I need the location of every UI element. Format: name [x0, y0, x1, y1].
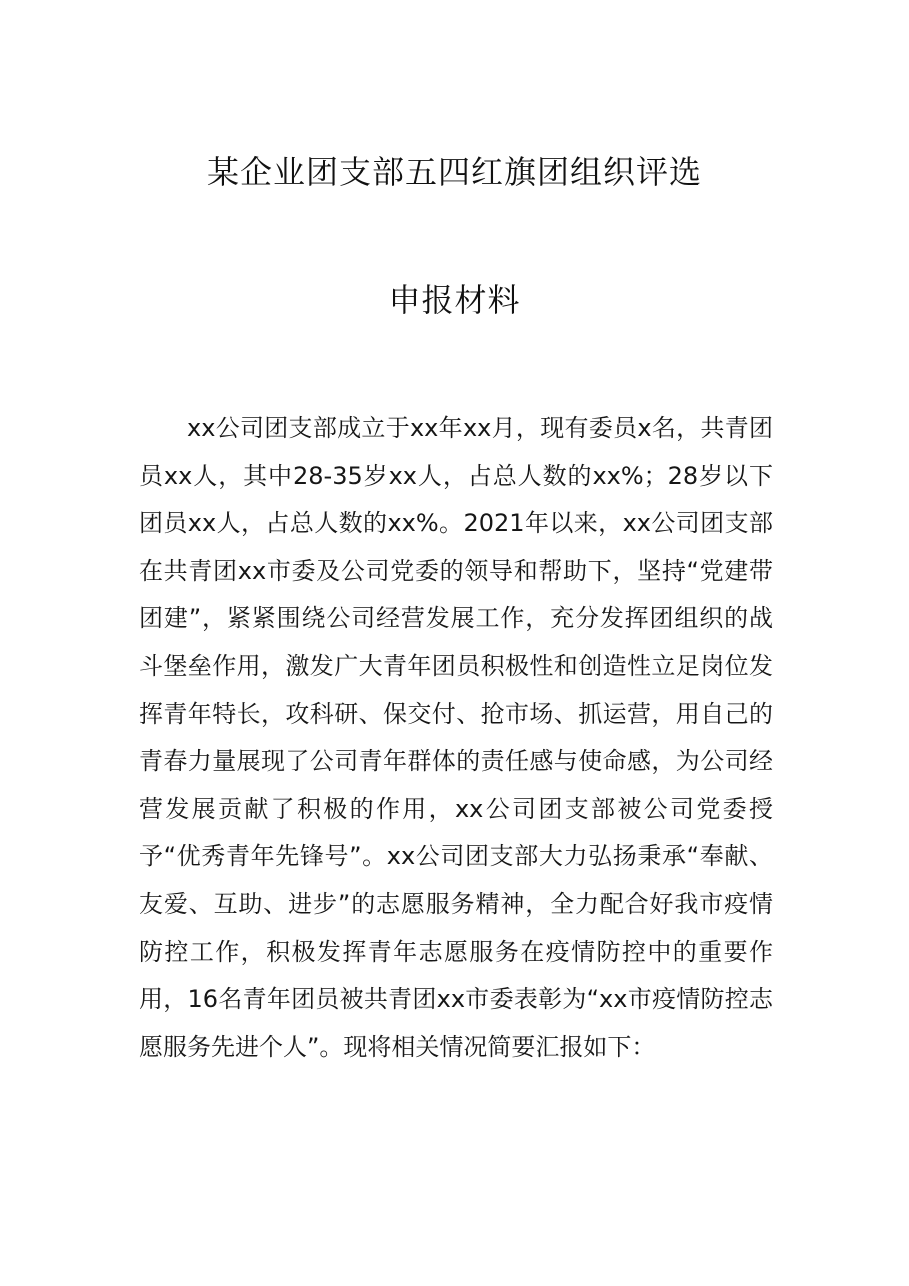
document-title-line-1: 某企业团支部五四红旗团组织评选 — [206, 153, 702, 191]
document-title-line-2: 申报材料 — [388, 281, 521, 319]
body-paragraph: xx公司团支部成立于xx年xx月，现有委员x名，共青团员xx人，其中28-35岁xx人，占总人数的xx%；28岁以下团员xx人，占总人数的xx%。2021年以来，xx公司团支部在共青团xx市委及公司党委的领导和帮助下，坚持“党建带团建”，紧紧围绕公司经营发展工作，充分发挥团组织的战斗堡垒作用，激发广大青年团员积极性和创造性立足岗位发挥青年特长，攻科研、保交付、抢市场、抓运营，用自己的青春力量展现了公司青年群体的责任感与使命感，为公司经营发展贡献了积极的作用，xx公司团支部被公司党委授予“优秀青年先锋号”。xx公司团支部大力弘扬秉承“奉献、友爱、互助、进步”的志愿服务精神，全力配合好我市疫情防控工作，积极发挥青年志愿服务在疫情防控中的重要作用，16名青年团员被共青团xx市委表彰为“xx市疫情防控志愿服务先进个人”。现将相关情况简要汇报如下： — [139, 414, 773, 1061]
